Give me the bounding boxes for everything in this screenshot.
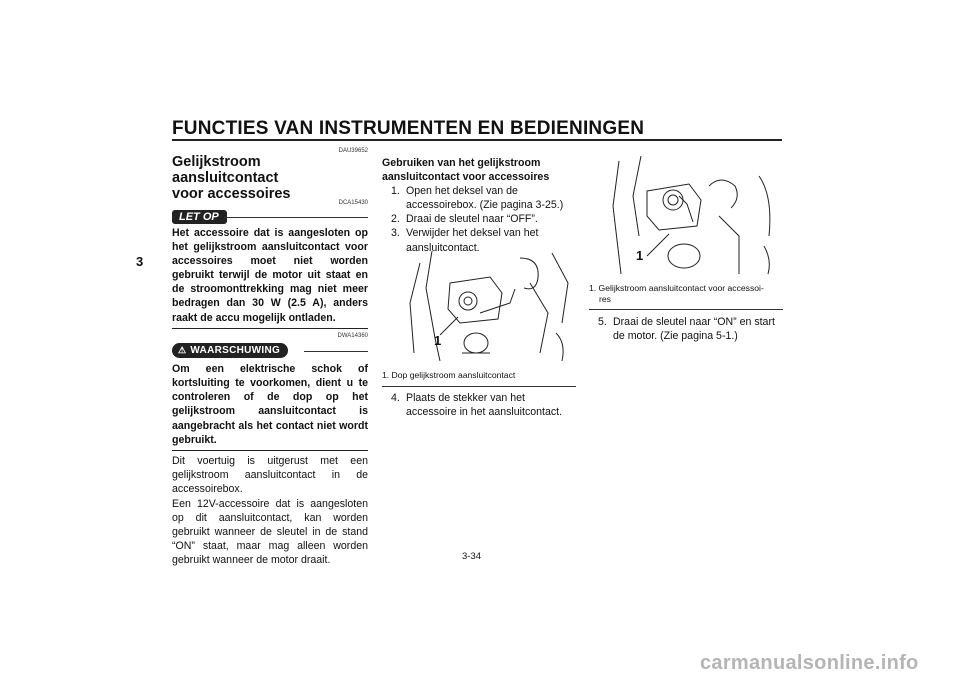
- middle-lower: [382, 370, 576, 419]
- step-4-number: 4.: [391, 392, 400, 404]
- step-5-number: 5.: [598, 316, 607, 328]
- caption-rule: [382, 386, 576, 387]
- page-number: 3-34: [462, 551, 482, 562]
- figure-callout-right: 1: [636, 248, 644, 263]
- section-heading-line1: Gelijkstroom aansluitcontact: [172, 154, 279, 186]
- socket-illustration: [589, 156, 783, 278]
- watermark-footer: carmanualsonline.info: [700, 652, 919, 674]
- socket-cap-illustration: [380, 243, 577, 365]
- socket-cap-drawing: [380, 243, 577, 365]
- step-2-text: Draai de sleutel naar “OFF”.: [406, 213, 538, 226]
- warning-text: Om een elektrische schok of kortsluiting te voorkomen, dient u te controleren of de dop op het gelijkstroom aansluitcontact is aangebracht als het contact niet wordt gebruikt.: [172, 363, 368, 446]
- left-column: [172, 148, 368, 567]
- notice-badge: LET OP: [172, 210, 227, 224]
- notice-header-rule: [224, 217, 368, 218]
- step-4: [382, 391, 576, 419]
- body-paragraph-1: Dit voertuig is uitgerust met een gelijkstroom aansluitcontact in de accessoirebox.: [172, 455, 368, 496]
- step-4-text: Plaats de stekker van het accessoire in het aansluitcontact.: [406, 392, 563, 419]
- chapter-tab: [126, 242, 148, 280]
- step-2: [382, 212, 576, 226]
- figure-caption-right-line2: res: [599, 294, 611, 304]
- header-rule: [172, 139, 782, 141]
- warning-label: WAARSCHUWING: [190, 345, 281, 357]
- figure-caption-right-line1: 1. Gelijkstroom aansluitcontact voor accessoi-: [589, 283, 764, 293]
- chapter-number: 3: [136, 254, 144, 269]
- step-5-text: Draai de sleutel naar “ON” en start de motor. (Zie pagina 5-1.): [613, 316, 775, 343]
- warning-end-rule: [172, 450, 368, 452]
- caption-rule-right: [589, 309, 783, 310]
- page-title: FUNCTIES VAN INSTRUMENTEN EN BEDIENINGEN: [172, 118, 645, 139]
- section-code: DAU39652: [338, 148, 368, 154]
- step-5: [589, 315, 783, 343]
- step-1-text: Open het deksel van de accessoirebox. (Zie pagina 3-25.): [406, 185, 564, 212]
- right-lower: [589, 283, 783, 343]
- middle-column: [382, 156, 576, 255]
- figure-callout: 1: [434, 333, 442, 348]
- warning-triangle-icon: ⚠: [178, 345, 187, 356]
- step-3-number: 3.: [391, 227, 400, 240]
- warning-code: DWA14360: [337, 333, 368, 340]
- figure-caption: 1. Dop gelijkstroom aansluitcontact: [382, 370, 516, 380]
- notice-end-rule: [172, 328, 368, 330]
- step-1-number: 1.: [391, 185, 400, 198]
- notice-header: [172, 207, 368, 223]
- step-2-number: 2.: [391, 213, 400, 226]
- section-heading: [172, 154, 368, 202]
- section-heading-line2: voor accessoires: [172, 186, 291, 202]
- procedure-heading: Gebruiken van het gelijkstroom aansluitcontact voor accessoires: [382, 157, 550, 184]
- warning-badge: [172, 343, 288, 358]
- socket-drawing: [589, 156, 783, 278]
- warning-header: [172, 340, 368, 358]
- notice-text: Het accessoire dat is aangesloten op het gelijkstroom aansluitcontact voor accessoires moet niet worden gebruikt terwijl de motor uit staat en de stroomonttrekking mag niet meer bedragen dan 30 W (2.5 A), anders raakt de accu mogelijk ontladen.: [172, 227, 368, 324]
- notice-code: DCA15430: [338, 200, 368, 206]
- step-3-text: Verwijder het deksel van het aansluitcontact.: [406, 227, 539, 254]
- step-1: [382, 184, 576, 212]
- body-paragraph-2: Een 12V-accessoire dat is aangesloten op dit aansluitcontact, kan worden gebruikt wanneer de sleutel in de stand “ON” staat, maar mag alleen worden gebruikt wanneer de motor draait.: [172, 497, 368, 566]
- warning-header-rule: [304, 351, 368, 352]
